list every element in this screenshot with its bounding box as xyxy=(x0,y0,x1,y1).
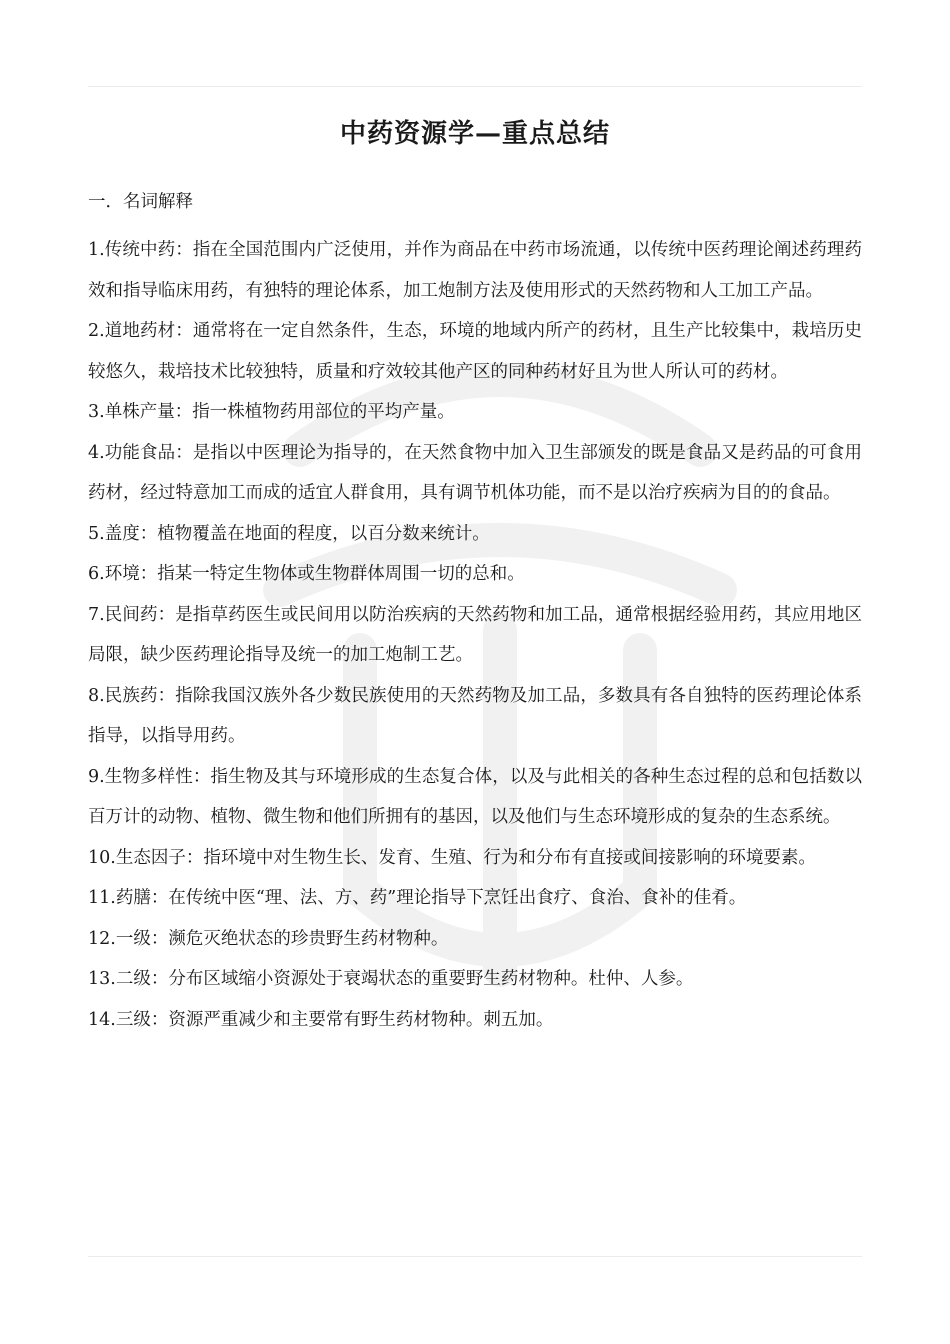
term-entry-6: 6.环境：指某一特定生物体或生物群体周围一切的总和。 xyxy=(88,564,525,584)
document-body xyxy=(88,186,862,1040)
term-entry-12: 12.一级：濒危灭绝状态的珍贵野生药材物种。 xyxy=(88,928,449,949)
term-entry-5: 5.盖度：植物覆盖在地面的程度，以百分数来统计。 xyxy=(88,523,490,544)
term-entry-1: 1.传统中药：指在全国范围内广泛使用，并作为商品在中药市场流通，以传统中医药理论阐述药理药效和指导临床用药，有独特的理论体系，加工炮制方法及使用形式的天然药物和人工加工产品。 xyxy=(88,240,862,301)
term-entry-7: 7.民间药：是指草药医生或民间用以防治疾病的天然药物和加工品，通常根据经验用药，其应用地区局限，缺少医药理论指导及统一的加工炮制工艺。 xyxy=(88,604,862,665)
document-title: 中药资源学—重点总结 xyxy=(339,119,610,149)
term-entry-11: 11.药膳：在传统中医“理、法、方、药”理论指导下烹饪出食疗、食治、食补的佳肴。 xyxy=(88,888,747,908)
term-entry-9: 9.生物多样性：指生物及其与环境形成的生态复合体，以及与此相关的各种生态过程的总和包括数以百万计的动物、植物、微生物和他们所拥有的基因，以及他们与生态环境形成的复杂的生态系统。 xyxy=(88,766,862,827)
section-heading: 一．名词解释 xyxy=(88,192,193,212)
term-entry-2: 2.道地药材：通常将在一定自然条件，生态，环境的地域内所产的药材，且生产比较集中，栽培历史较悠久，栽培技术比较独特，质量和疗效较其他产区的同种药材好且为世人所认可的药材。 xyxy=(88,321,862,382)
term-entry-14: 14.三级：资源严重减少和主要常有野生药材物种。刺五加。 xyxy=(88,1009,554,1030)
term-entry-13: 13.二级：分布区域缩小资源处于衰竭状态的重要野生药材物种。杜仲、人参。 xyxy=(88,969,694,989)
term-entry-10: 10.生态因子：指环境中对生物生长、发育、生殖、行为和分布有直接或间接影响的环境要素。 xyxy=(88,847,816,868)
top-divider xyxy=(88,86,862,87)
term-entry-8: 8.民族药：指除我国汉族外各少数民族使用的天然药物及加工品，多数具有各自独特的医药理论体系指导，以指导用药。 xyxy=(88,685,862,746)
term-entry-4: 4.功能食品：是指以中医理论为指导的，在天然食物中加入卫生部颁发的既是食品又是药品的可食用药材，经过特意加工而成的适宜人群食用，具有调节机体功能，而不是以治疗疾病为目的的食品。 xyxy=(88,442,862,503)
bottom-divider xyxy=(88,1256,862,1257)
term-entry-3: 3.单株产量：指一株植物药用部位的平均产量。 xyxy=(88,402,455,422)
